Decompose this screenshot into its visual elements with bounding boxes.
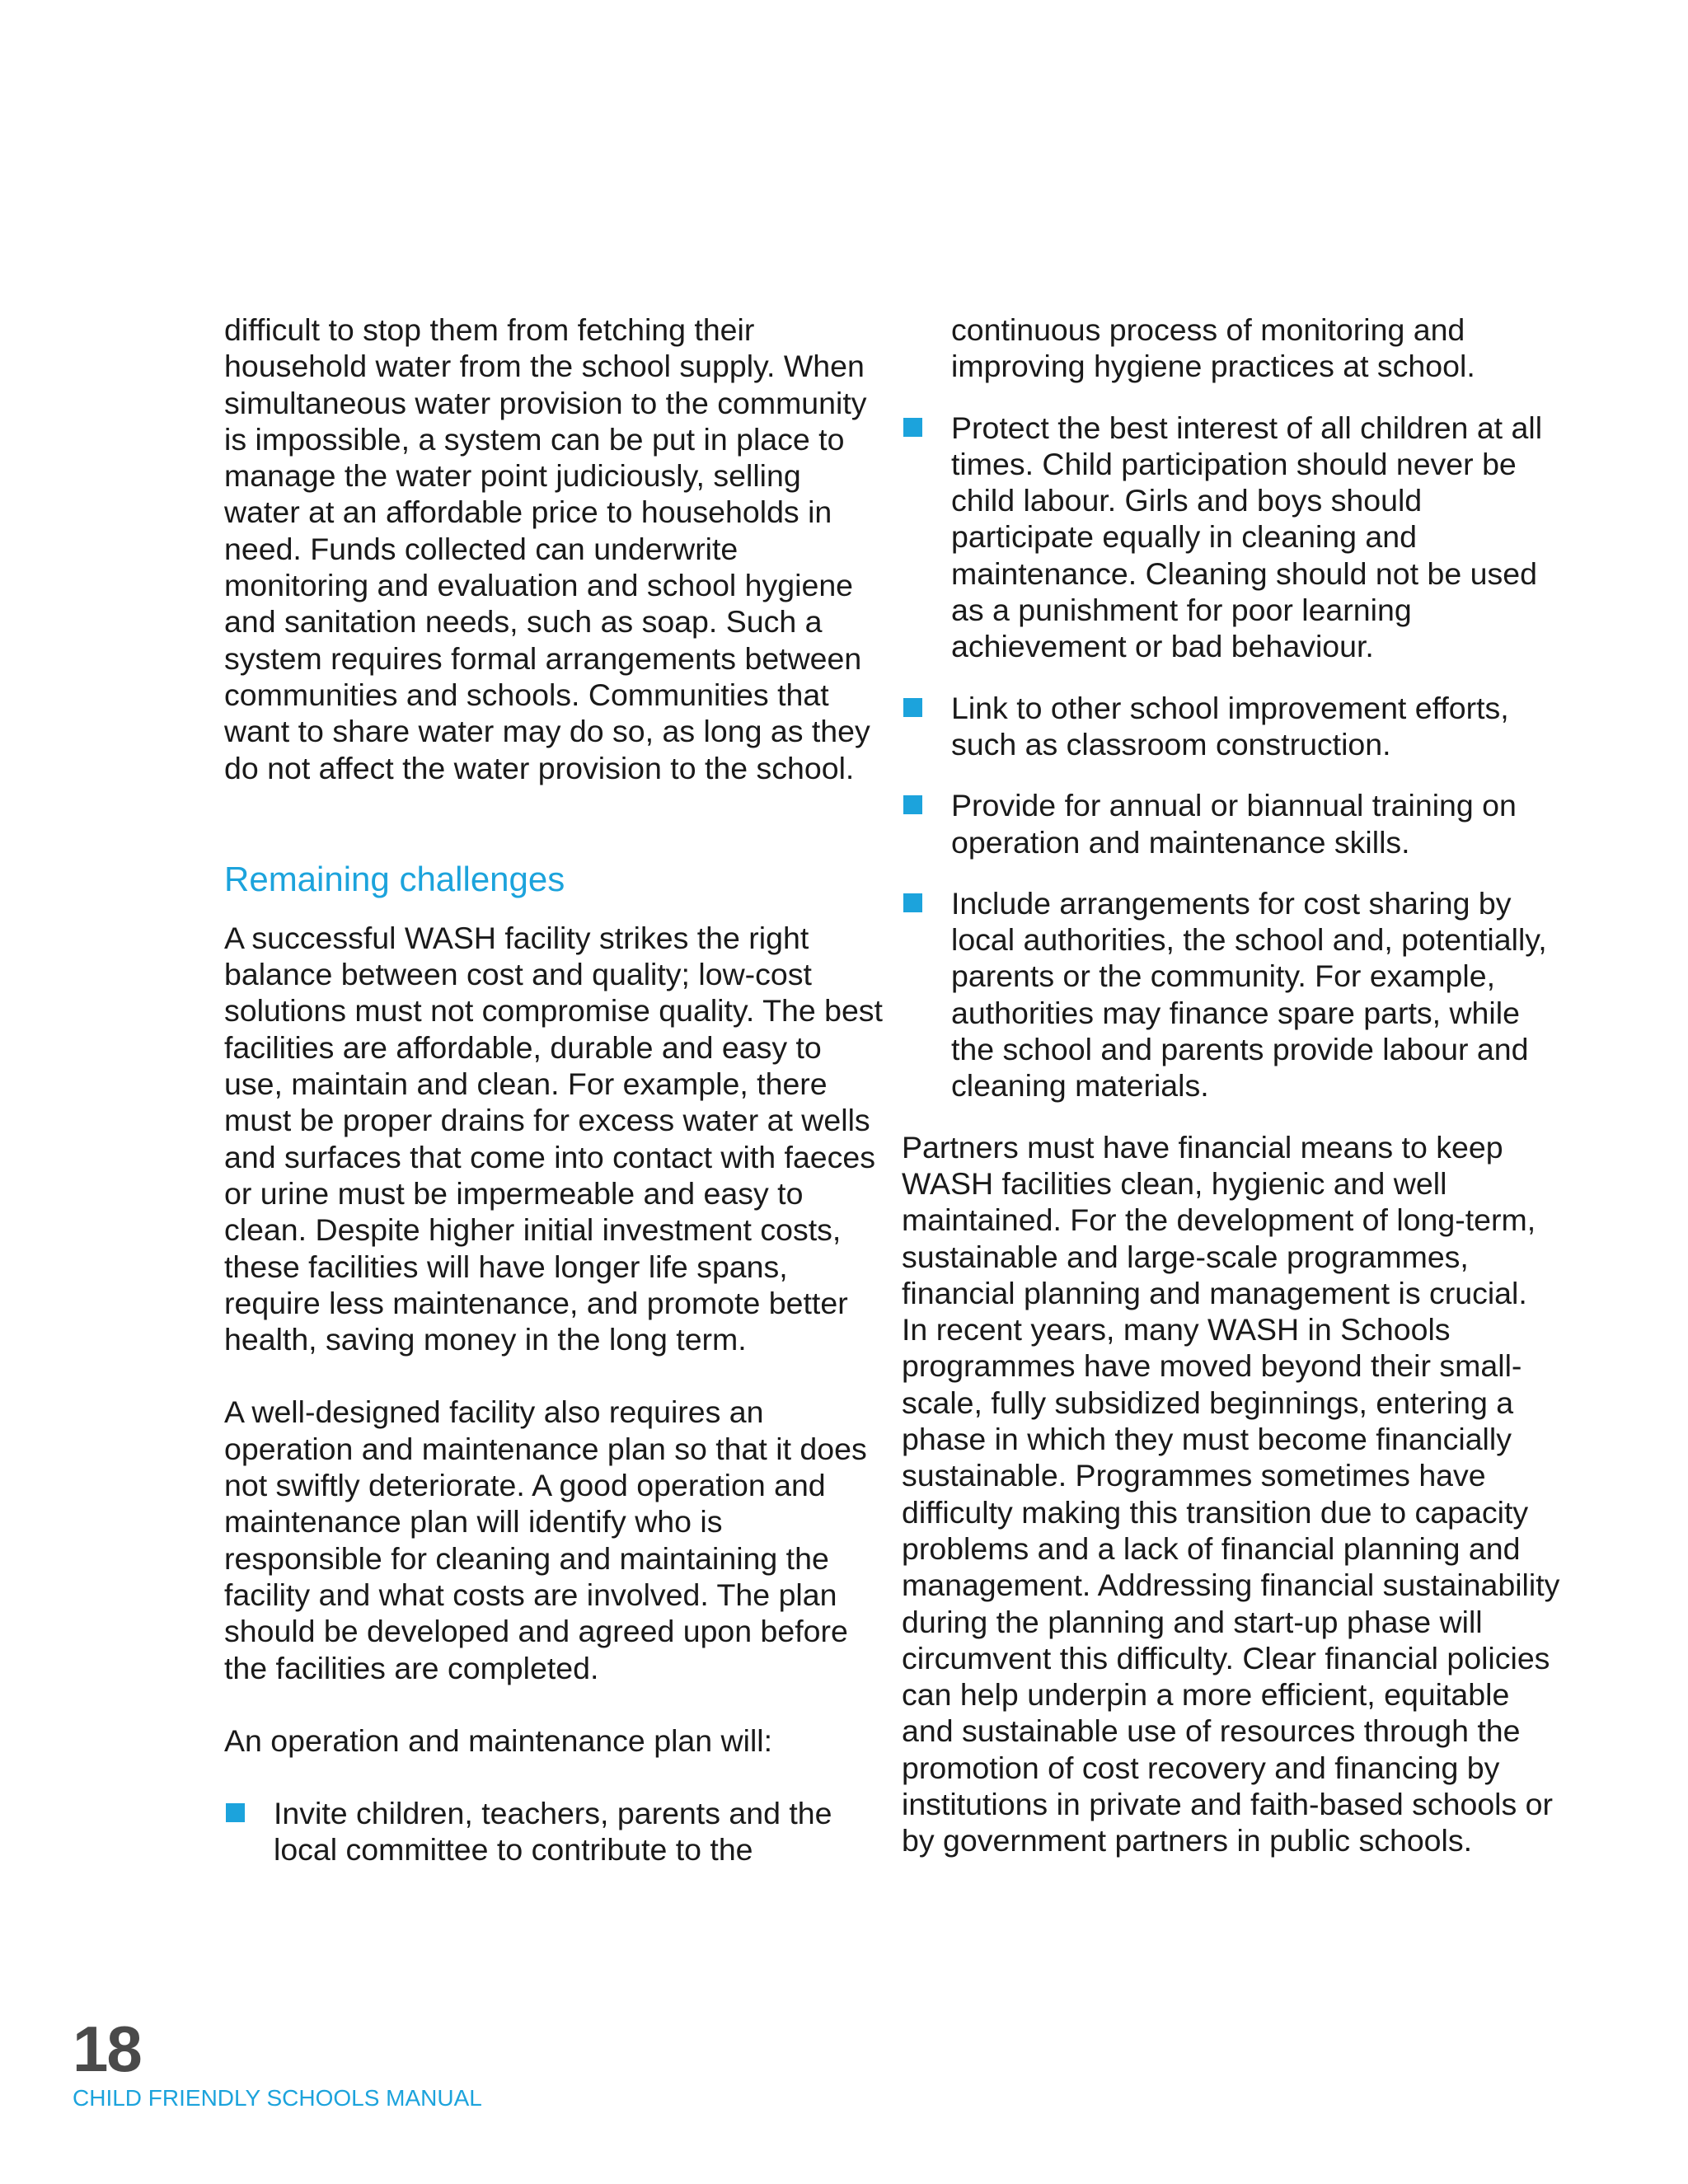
list-item (902, 885, 1561, 1104)
list-item (902, 410, 1561, 665)
left-column (224, 312, 884, 1868)
list-item (224, 1795, 884, 1868)
square-bullet-icon (903, 418, 922, 437)
paragraph-financial-means: Partners must have financial means to keep WASH facilities clean, hygienic and well maintained. For the development of long-term, sustainable and large-scale programmes, financial planning and management is crucial. In recent years, many WASH in Schools programmes have moved beyond their small-scale, fully subsidized beginnings, entering a phase in which they must become financially sustainable. Programmes sometimes have difficulty making this transition due to capacity problems and a lack of financial planning and management. Addressing financial sustainability during the planning and start-up phase will circumvent this difficulty. Clear financial policies can help underpin a more efficient, equitable and sustainable use of resources through the promotion of cost recovery and financing by institutions in private and faith-based schools or by government partners in public schools. (902, 1129, 1560, 1858)
paragraph-maintenance-plan: A well-designed facility also requires an operation and maintenance plan so that it does not swiftly deteriorate. A good operation and maintenance plan will identify who is responsible for cleaning and maintaining the facility and what costs are involved. The plan should be developed and agreed upon before the facilities are completed. (224, 1394, 867, 1685)
list-item-text: Provide for annual or biannual training on operation and maintenance skills. (951, 788, 1517, 860)
footer-title: CHILD FRIENDLY SCHOOLS MANUAL (73, 2085, 482, 2111)
plan-bullet-list-continued (902, 410, 1561, 1104)
list-item-text: Include arrangements for cost sharing by local authorities, the school and, potentially, parents or the community. For example, authorities may finance spare parts, while the school and parents provide labour and cleaning materials. (951, 885, 1547, 1104)
square-bullet-icon (903, 893, 922, 912)
plan-bullet-list (224, 1795, 884, 1868)
intro-paragraph: difficult to stop them from fetching their household water from the school supply. When simultaneous water provision to the community is impossible, a system can be put in place to manage the water point judiciously, selling water at an affordable price to households in need. Funds collected can underwrite monitoring and evaluation and school hygiene and sanitation needs, such as soap. Such a system requires formal arrangements between communities and schools. Communities that want to share water may do so, as long as they do not affect the water provision to the school. (224, 312, 870, 785)
list-item (902, 787, 1561, 860)
list-item-text: Link to other school improvement efforts, such as classroom construction. (951, 690, 1509, 762)
square-bullet-icon (226, 1803, 245, 1822)
list-item-text: Protect the best interest of all children at all times. Child participation should never be child labour. Girls and boys should participate equally in cleaning and maintenance. Cleaning should not be used as a punishment for poor learning achievement or bad behaviour. (951, 410, 1543, 664)
right-column (902, 312, 1561, 1859)
list-item-text: Invite children, teachers, parents and the local committee to contribute to the (274, 1796, 832, 1868)
square-bullet-icon (903, 698, 922, 717)
bullet-continuation: continuous process of monitoring and improving hygiene practices at school. (951, 312, 1475, 384)
section-heading: Remaining challenges (224, 859, 565, 898)
square-bullet-icon (903, 795, 922, 814)
page-number: 18 (73, 2013, 141, 2085)
list-item (902, 690, 1561, 763)
paragraph-plan-lead-in: An operation and maintenance plan will: (224, 1722, 773, 1758)
paragraph-cost-quality: A successful WASH facility strikes the right balance between cost and quality; low-cost solutions must not compromise quality. The best facilities are affordable, durable and easy to use, maintain and clean. For example, there must be proper drains for excess water at wells and surfaces that come into contact with faeces or urine must be impermeable and easy to clean. Despite higher initial investment costs, these facilities will have longer life spans, require less maintenance, and promote better health, saving money in the long term. (224, 920, 883, 1357)
